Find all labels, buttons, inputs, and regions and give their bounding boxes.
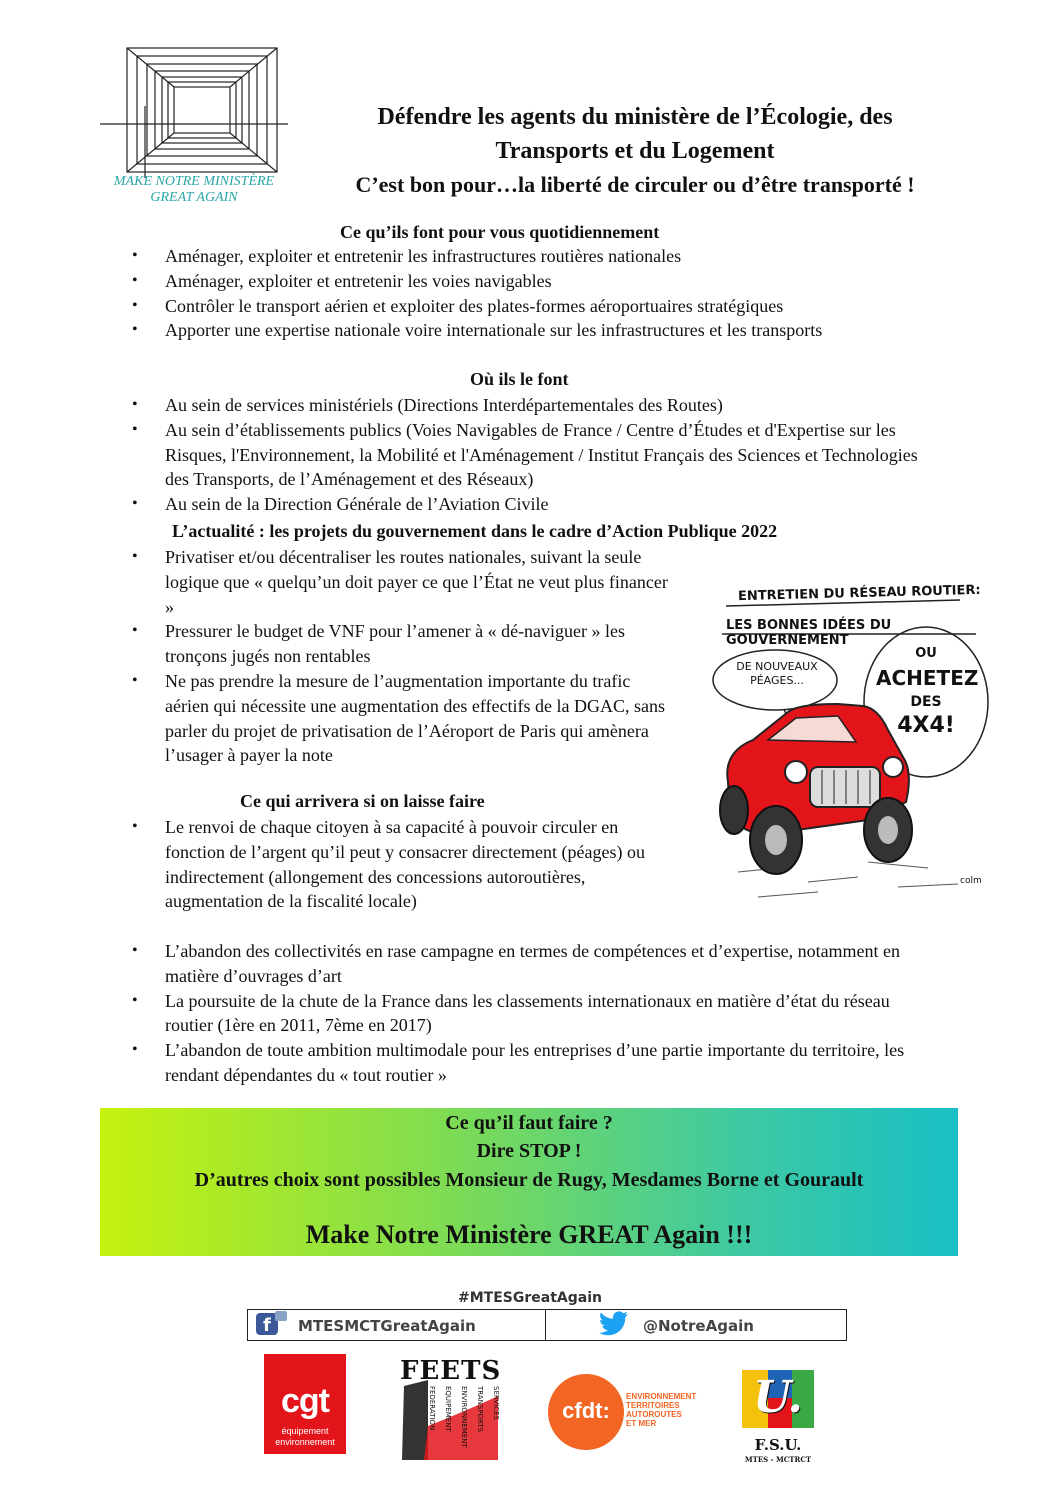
list-item: • Ne pas prendre la mesure de l’augmentation importante du trafic aérien qui nécessite une augmentation des effectifs de la DGAC, sans parler du projet de privatisation de l’Aéroport de Paris qui amènera l’usager à payer la note	[132, 669, 672, 768]
cartoon-illustration	[698, 572, 998, 922]
list-item: • Pressurer le budget de VNF pour l’amener à « dé-naviguer » les tronçons jugés non rentables	[132, 619, 672, 669]
consequences-list-narrow	[132, 815, 652, 914]
section-heading-consequences: Ce qui arrivera si on laisse faire	[240, 791, 485, 811]
twitter-link[interactable]: @NotreAgain	[643, 1317, 754, 1335]
logo-caption-line1: MAKE NOTRE MINISTÈRE	[113, 174, 275, 189]
list-item: • Apporter une expertise nationale voire internationale sur les infrastructures et les transports	[132, 318, 962, 343]
cfdt-word: cfdt:	[562, 1398, 610, 1423]
action-line1: Ce qu’il faut faire ?	[445, 1112, 613, 1134]
fsu-logo	[740, 1366, 816, 1468]
page-subtitle: C’est bon pour…la liberté de circuler ou d’être transporté !	[355, 172, 915, 197]
feets-col5: SERVICES	[492, 1386, 500, 1420]
logo-caption	[96, 174, 292, 206]
list-item: • Au sein de services ministériels (Directions Interdépartementales des Routes)	[132, 393, 942, 418]
cfdt-logo	[548, 1374, 624, 1450]
bubble-left-line1: DE NOUVEAUX	[736, 660, 818, 673]
svg-text:f: f	[263, 1315, 271, 1336]
cartoon-caption-line2: LES BONNES IDÉES DU GOUVERNEMENT	[726, 618, 892, 648]
cartoon-bubble-right	[876, 642, 979, 738]
daily-list	[132, 244, 962, 343]
fsu-letter: U.	[753, 1372, 803, 1423]
feets-col2: EQUIPEMENT	[444, 1386, 452, 1432]
page-title-line1: Défendre les agents du ministère de l’Écologie, des	[377, 104, 893, 130]
where-list	[132, 393, 942, 517]
list-item: • Au sein d’établissements publics (Voies Navigables de France / Centre d’Études et d'Expertise sur les Risques, l'Environnement, la Mobilité et l'Aménagement / Institut Français des Sciences et Technologies des Transports, de l’Aménagement et des Réseaux)	[132, 418, 942, 492]
action-line2: Dire STOP !	[476, 1140, 582, 1162]
list-item: • La poursuite de la chute de la France dans les classements internationaux en matière d’état du réseau routier (1ère en 2011, 7ème en 2017)	[132, 989, 942, 1039]
cfdt-subtitle	[626, 1392, 696, 1428]
hashtag: #MTESGreatAgain	[458, 1290, 602, 1306]
section-heading-news: L’actualité : les projets du gouvernement dans le cadre d’Action Publique 2022	[172, 521, 778, 541]
cfdt-line2: TERRITOIRES	[626, 1401, 680, 1410]
cartoon-bubble-left	[722, 660, 832, 688]
cgt-sub1: équipement	[281, 1426, 329, 1436]
cgt-word: cgt	[281, 1382, 329, 1420]
feets-columns	[428, 1386, 500, 1460]
cgt-sub2: environnement	[275, 1437, 335, 1447]
list-item: • Aménager, exploiter et entretenir les voies navigables	[132, 269, 962, 294]
cfdt-line3: AUTOROUTES	[626, 1410, 682, 1419]
cfdt-line1: ENVIRONNEMENT	[626, 1392, 697, 1401]
action-line3: D’autres choix sont possibles Monsieur de Rugy, Mesdames Borne et Gourault	[194, 1169, 864, 1191]
bubble-right-line4: 4X4!	[897, 713, 955, 738]
page-title-line2: Transports et du Logement	[495, 138, 775, 164]
feets-logo	[398, 1356, 502, 1462]
facebook-icon	[256, 1311, 288, 1337]
list-item: • Au sein de la Direction Générale de l’Aviation Civile	[132, 492, 942, 517]
list-item: • Le renvoi de chaque citoyen à sa capacité à pouvoir circuler en fonction de l’argent qu’il peut y consacrer directement (péages) ou indirectement (allongement des concessions autoroutières, augmentation de la fiscalité locale)	[132, 815, 652, 914]
feets-col1: FEDERATION	[428, 1386, 436, 1431]
consequences-list-wide	[132, 939, 942, 1088]
list-item: • Aménager, exploiter et entretenir les infrastructures routières nationales	[132, 244, 962, 269]
list-item: • L’abandon des collectivités en rase campagne en termes de compétences et d’expertise, notamment en matière d’ouvrages d’art	[132, 939, 942, 989]
section-heading-where: Où ils le font	[470, 369, 569, 389]
list-item: • Contrôler le transport aérien et exploiter des plates-formes aéroportuaires stratégiques	[132, 294, 962, 319]
feets-word: FEETS	[400, 1356, 502, 1386]
cartoon-caption-line1: ENTRETIEN DU RÉSEAU ROUTIER:	[737, 582, 981, 605]
cgt-subtitle	[264, 1426, 346, 1448]
bubble-left-line2: PÉAGES...	[750, 674, 804, 687]
feets-col4: TRANSPORTS	[476, 1386, 484, 1433]
logo-caption-line2: GREAT AGAIN	[150, 190, 238, 205]
bubble-right-line2: ACHETEZ	[876, 666, 979, 690]
section-heading-daily: Ce qu’ils font pour vous quotidiennement	[340, 222, 660, 242]
list-item: • Privatiser et/ou décentraliser les routes nationales, suivant la seule logique que « quelqu’un doit payer ce que l’État ne veut plus financer »	[132, 545, 672, 619]
call-to-action-box	[100, 1108, 958, 1256]
bubble-right-line1: OU	[915, 646, 937, 661]
news-list	[132, 545, 672, 768]
bubble-right-line3: DES	[910, 694, 942, 710]
action-slogan: Make Notre Ministère GREAT Again !!!	[305, 1220, 753, 1249]
social-divider	[545, 1309, 546, 1340]
cartoon-signature: colm	[960, 876, 982, 886]
facebook-link[interactable]: MTESMCTGreatAgain	[298, 1317, 476, 1335]
fsu-word: F.S.U.	[754, 1436, 802, 1454]
twitter-icon	[598, 1310, 630, 1338]
feets-col3: ENVIRONNEMENT	[460, 1386, 468, 1448]
fsu-subtitle: MTES - MCTRCT	[744, 1455, 812, 1464]
cgt-logo	[264, 1354, 346, 1454]
list-item: • L’abandon de toute ambition multimodale pour les entreprises d’une partie importante du territoire, les rendant dépendantes du « tout routier »	[132, 1038, 942, 1088]
cfdt-line4: ET MER	[626, 1419, 657, 1428]
